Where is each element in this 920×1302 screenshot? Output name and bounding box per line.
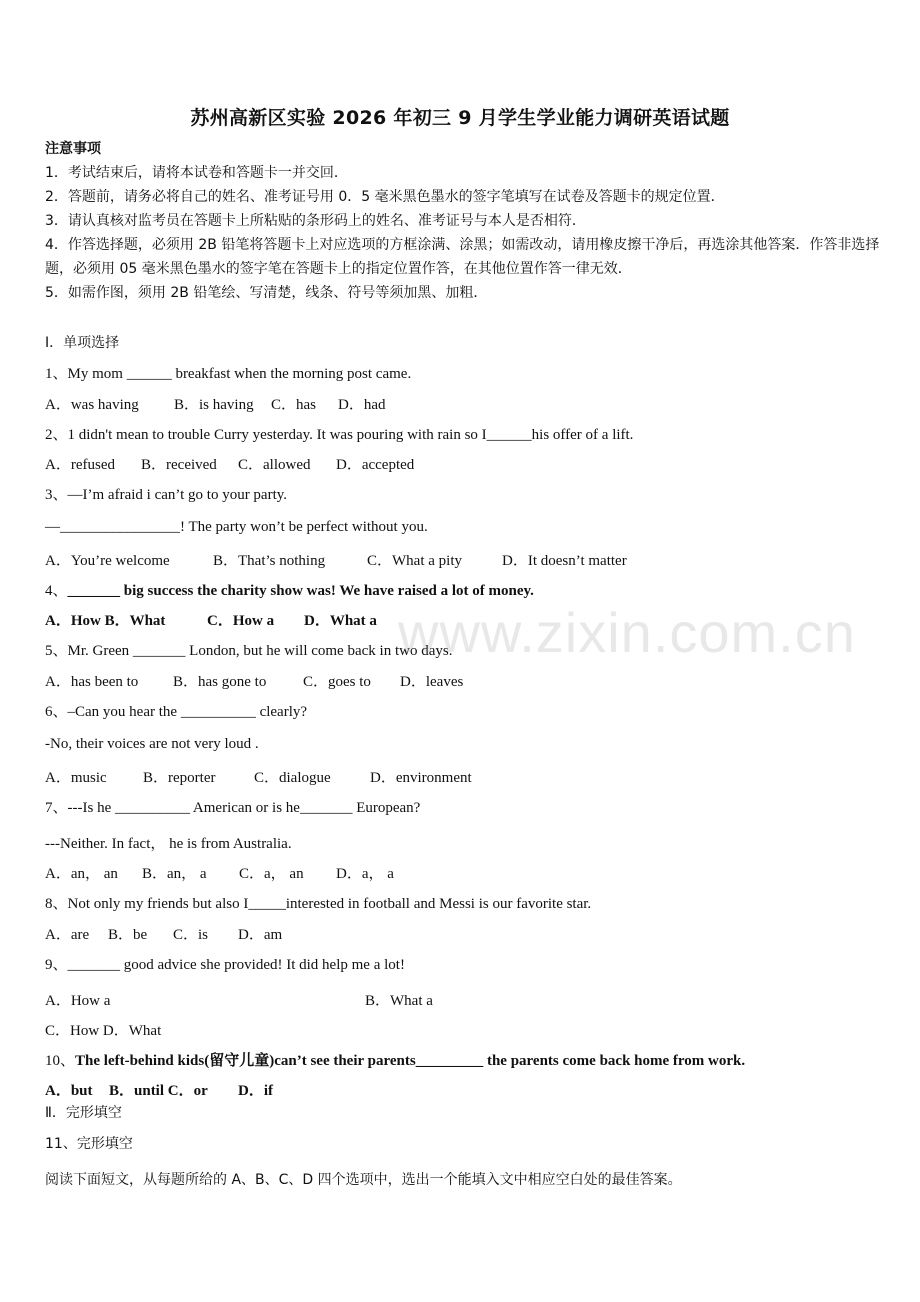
notice-item: 4．作答选择题，必须用 2B 铅笔将答题卡上对应选项的方框涂满、涂黑；如需改动，请用橡皮擦干净后，再选涂其他答案．作答非选择题，必须用 05 毫米黑色墨水的签字笔在答题卡上的指定位置作答，在其他位置作答一律无效．	[45, 237, 880, 277]
option-c: C．dialogue	[254, 770, 331, 786]
question-1	[45, 362, 411, 383]
watermark: www.zixin.com.cn	[398, 601, 856, 664]
option-b: B．received	[141, 457, 217, 473]
question-number: 3、	[45, 487, 68, 503]
question-text: ---Is he __________ American or is he_______ European?	[67, 800, 421, 816]
question-8-options	[45, 923, 282, 944]
option-b: B．has gone to	[173, 674, 267, 690]
question-4	[45, 579, 534, 600]
option-d: D．a， a	[336, 866, 394, 882]
question-6	[45, 700, 307, 721]
question-number: 6、	[45, 704, 68, 720]
section-heading-single-choice: Ⅰ．单项选择	[45, 335, 120, 351]
cloze-instruction: 阅读下面短文，从每题所给的 A、B、C、D 四个选项中，选出一个能填入文中相应空白处的最佳答案。	[45, 1172, 682, 1188]
option-a: A．an， an	[45, 866, 118, 882]
option-a: A．How a	[45, 993, 111, 1009]
question-number: 2、	[45, 427, 68, 443]
question-text: Not only my friends but also I_____interested in football and Messi is our favorite star.	[67, 896, 592, 912]
option-d: D．am	[238, 927, 283, 943]
option-d: D．What a	[304, 613, 377, 629]
question-number: 4、	[45, 583, 68, 599]
option-a: A．has been to	[45, 674, 139, 690]
option-b-c: B．until C．or	[109, 1083, 208, 1099]
option-a-b: A．How B．What	[45, 613, 166, 629]
question-9	[45, 953, 405, 974]
option-b: B．reporter	[143, 770, 216, 786]
question-9-options-row1	[45, 989, 433, 1010]
question-number: 11、	[45, 1136, 77, 1152]
option-c: C．How a	[207, 613, 275, 629]
question-text: _______ big success the charity show was! We have raised a lot of money.	[67, 583, 534, 599]
question-2	[45, 423, 633, 444]
option-d: D．had	[338, 397, 386, 413]
page-title: 苏州高新区实验 2026 年初三 9 月学生学业能力调研英语试题	[190, 107, 730, 129]
question-5-options	[45, 670, 463, 691]
option-c: C．is	[173, 927, 209, 943]
notice-item: 1．考试结束后，请将本试卷和答题卡一并交回．	[45, 165, 348, 181]
notice-heading: 注意事项	[45, 141, 101, 157]
question-3-reply: —________________! The party won’t be perfect without you.	[45, 519, 428, 535]
question-text: The left-behind kids(留守儿童)can’t see their parents_________ the parents come back home from work.	[75, 1053, 746, 1069]
question-6-options	[45, 766, 472, 787]
question-6-reply: -No, their voices are not very loud .	[45, 736, 259, 752]
notice-item: 2．答题前，请务必将自己的姓名、准考证号用 0．5 毫米黑色墨水的签字笔填写在试卷及答题卡的规定位置．	[45, 189, 725, 205]
question-number: 1、	[45, 366, 68, 382]
option-b: B．be	[108, 927, 148, 943]
option-c: C．has	[271, 397, 317, 413]
option-d: D．environment	[370, 770, 472, 786]
question-number: 7、	[45, 800, 68, 816]
option-d: D．if	[238, 1083, 273, 1099]
question-text: –Can you hear the __________ clearly?	[67, 704, 308, 720]
question-5	[45, 639, 452, 660]
question-text: _______ good advice she provided! It did help me a lot!	[67, 957, 405, 973]
option-d: D．It doesn’t matter	[502, 553, 627, 569]
question-text: 1 didn't mean to trouble Curry yesterday. It was pouring with rain so I______his offer of a lift.	[67, 427, 634, 443]
option-a: A．was having	[45, 397, 139, 413]
question-7-reply: ---Neither. In fact， he is from Australia.	[45, 836, 292, 852]
question-3	[45, 483, 287, 504]
question-text: —I’m afraid i can’t go to your party.	[67, 487, 288, 503]
option-b: B．What a	[365, 993, 433, 1009]
question-8	[45, 892, 591, 913]
notice-item: 5．如需作图，须用 2B 铅笔绘、写清楚，线条、符号等须加黑、加粗．	[45, 285, 488, 301]
option-d: D．accepted	[336, 457, 415, 473]
question-10-options	[45, 1079, 273, 1100]
notice-item: 3．请认真核对监考员在答题卡上所粘贴的条形码上的姓名、准考证号与本人是否相符．	[45, 213, 586, 229]
question-1-options	[45, 393, 386, 414]
question-number: 5、	[45, 643, 68, 659]
question-9-options-row2: C．How D．What	[45, 1023, 162, 1039]
option-a: A．refused	[45, 457, 115, 473]
notice-block	[45, 137, 890, 305]
option-c: C．What a pity	[367, 553, 462, 569]
option-b: B．That’s nothing	[213, 553, 326, 569]
section-heading-cloze: Ⅱ．完形填空	[45, 1105, 122, 1121]
question-text: Mr. Green _______ London, but he will come back in two days.	[67, 643, 453, 659]
question-7-options	[45, 862, 394, 883]
question-text: My mom ______ breakfast when the morning post came.	[67, 366, 412, 382]
option-c: C．allowed	[238, 457, 311, 473]
question-number: 8、	[45, 896, 68, 912]
question-10	[45, 1049, 745, 1070]
option-c: C．a， an	[239, 866, 304, 882]
option-a: A．are	[45, 927, 90, 943]
question-2-options	[45, 453, 414, 474]
option-d: D．leaves	[400, 674, 464, 690]
question-number: 10、	[45, 1053, 76, 1069]
option-b: B．an， a	[142, 866, 207, 882]
question-number: 9、	[45, 957, 68, 973]
question-4-options	[45, 609, 377, 630]
option-a: A．You’re welcome	[45, 553, 170, 569]
option-c: C．goes to	[303, 674, 371, 690]
question-11	[45, 1133, 133, 1153]
question-7	[45, 796, 420, 817]
option-a: A．music	[45, 770, 107, 786]
option-b: B．is having	[174, 397, 254, 413]
question-3-options	[45, 549, 627, 570]
option-a: A．but	[45, 1083, 93, 1099]
question-text: 完形填空	[76, 1136, 133, 1152]
